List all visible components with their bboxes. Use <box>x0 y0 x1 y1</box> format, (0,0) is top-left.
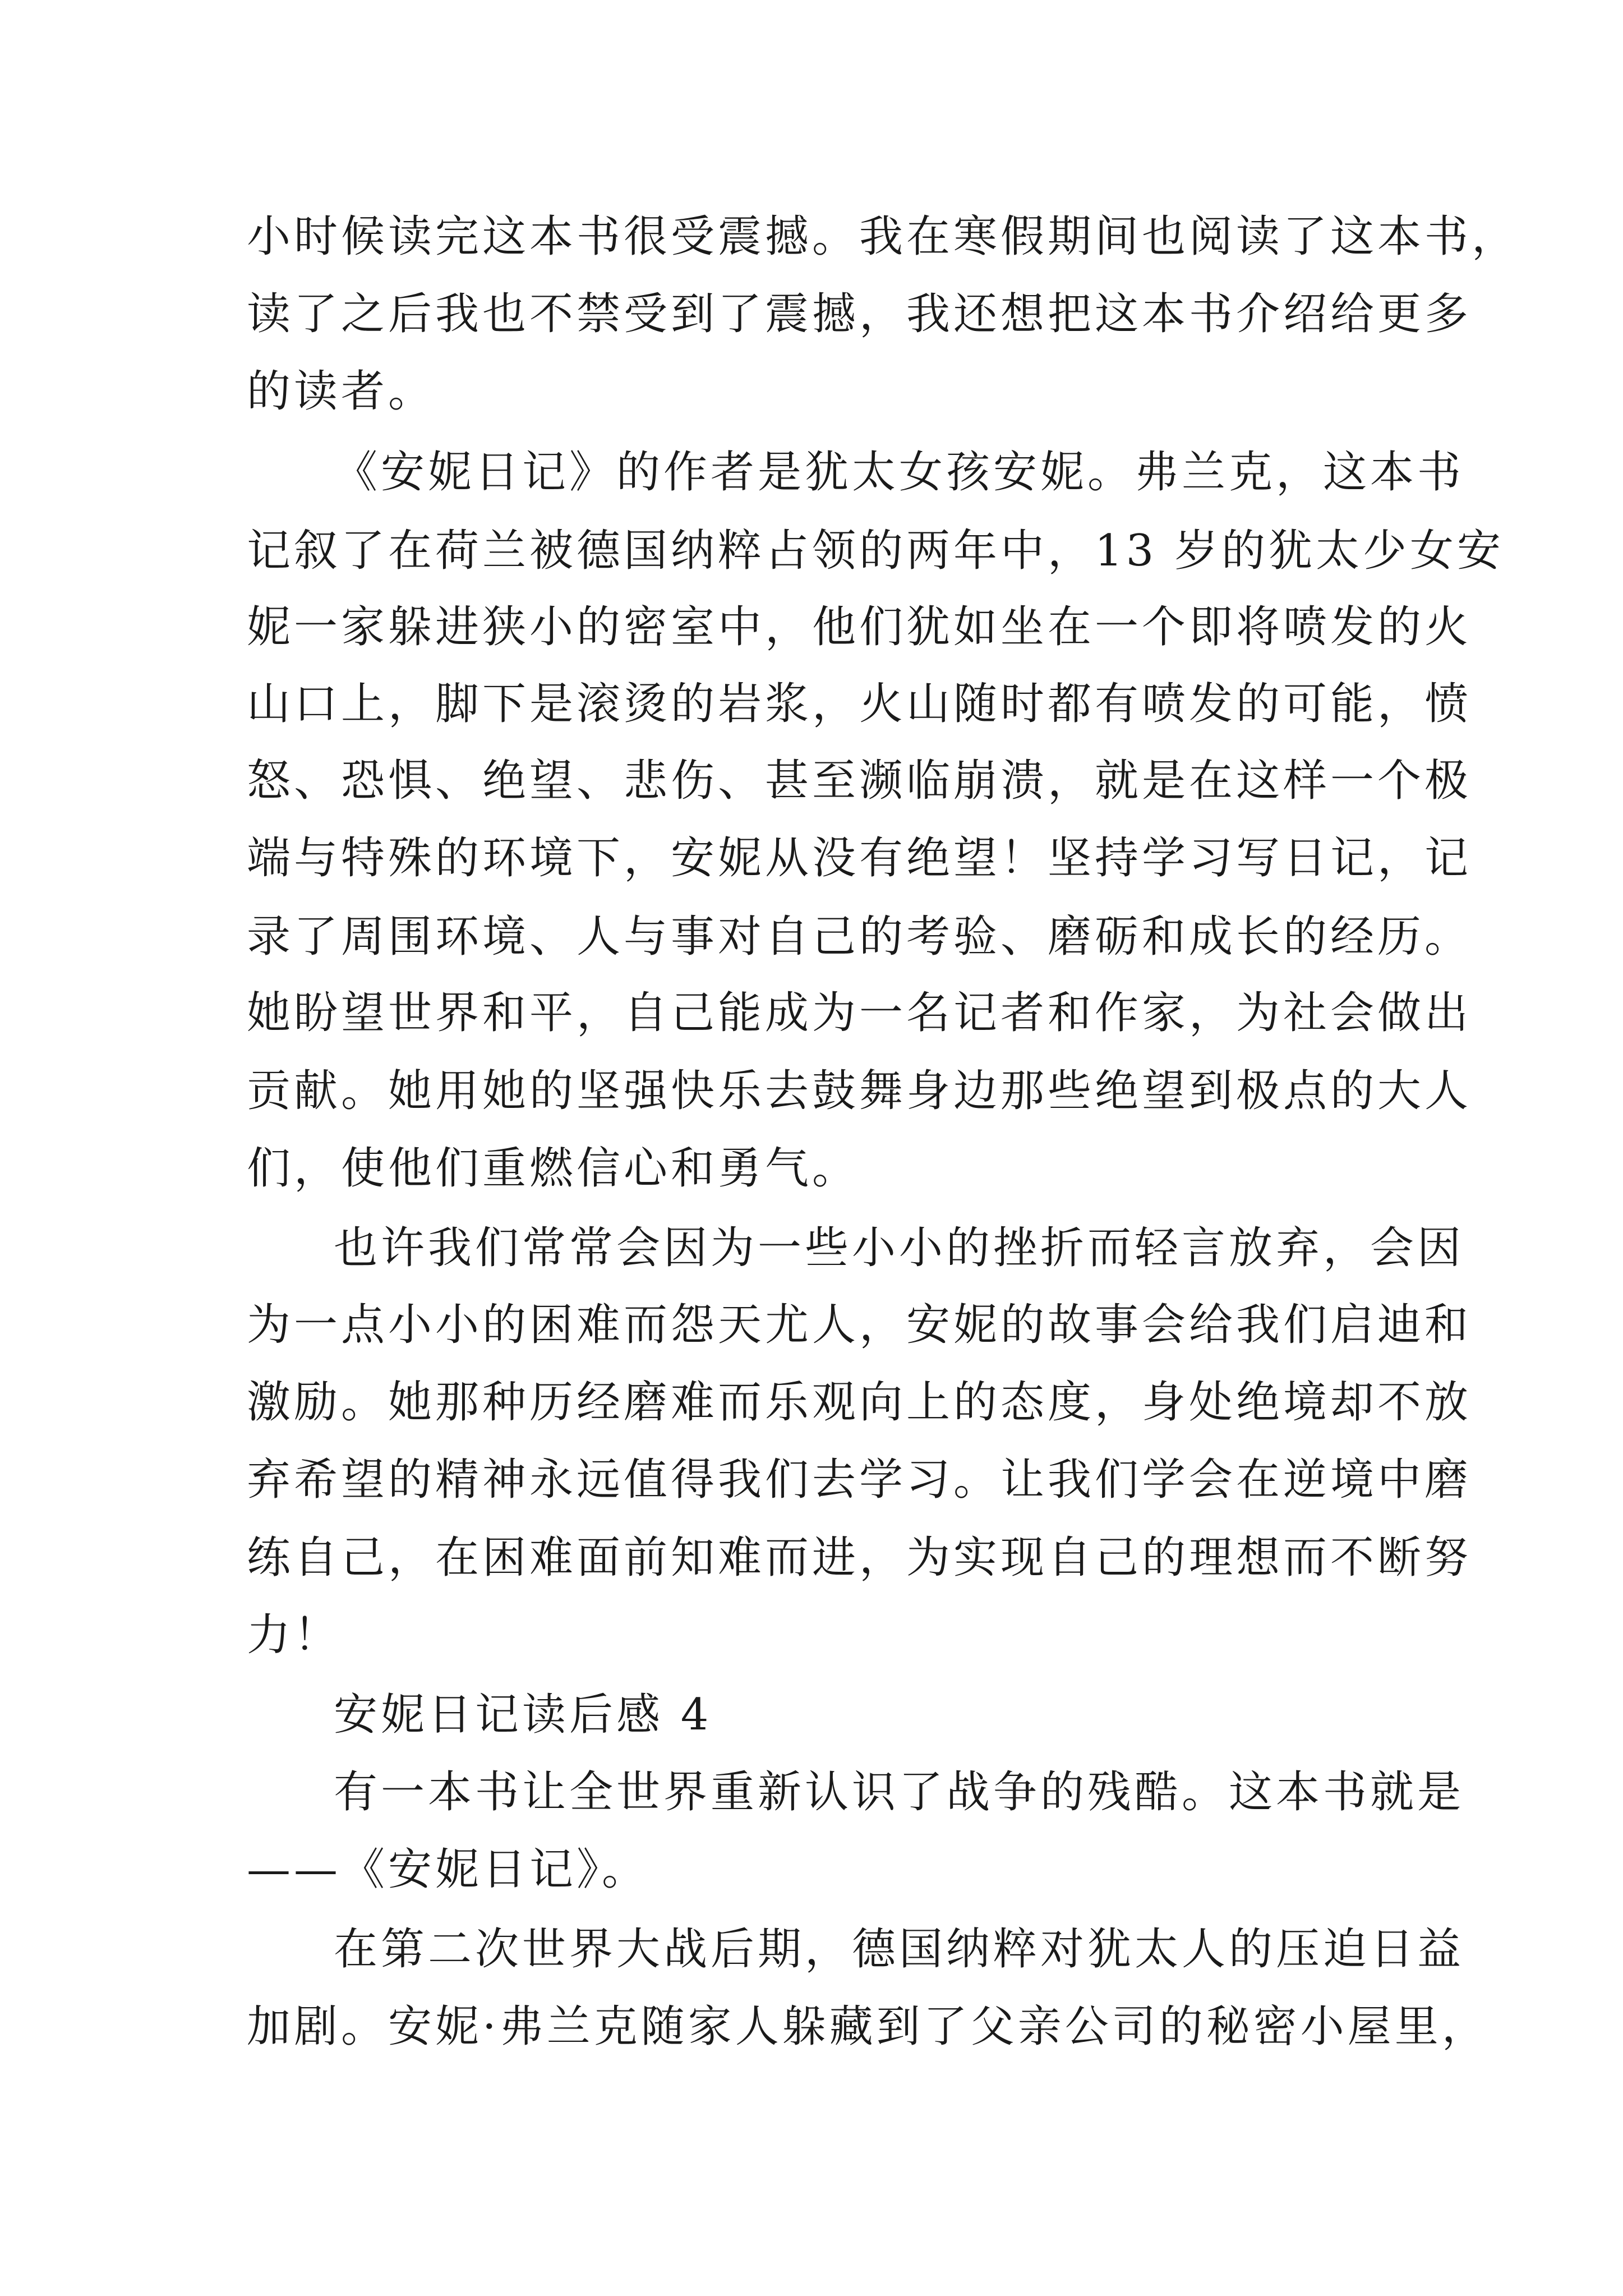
section-heading: 安妮日记读后感 4 <box>334 1690 712 1740</box>
text-line: 激励。她那种历经磨难而乐观向上的态度，身处绝境却不放 <box>247 1377 1472 1428</box>
paragraph-first-line: 有一本书让全世界重新认识了战争的残酷。这本书就是 <box>334 1767 1465 1818</box>
text-line: 记叙了在荷兰被德国纳粹占领的两年中，13 岁的犹太少女安 <box>247 526 1505 576</box>
text-line: ——《安妮日记》。 <box>247 1844 649 1895</box>
text-line: 读了之后我也不禁受到了震撼，我还想把这本书介绍给更多 <box>247 289 1472 339</box>
text-line: 端与特殊的环境下，安妮从没有绝望！坚持学习写日记，记 <box>247 833 1472 884</box>
text-line: 贡献。她用她的坚强快乐去鼓舞身边那些绝望到极点的大人 <box>247 1066 1472 1116</box>
text-line: 练自己，在困难面前知难而进，为实现自己的理想而不断努 <box>247 1533 1472 1583</box>
text-line: 力！ <box>247 1610 342 1660</box>
text-line: 妮一家躲进狭小的密室中，他们犹如坐在一个即将喷发的火 <box>247 602 1472 652</box>
paragraph-first-line: 在第二次世界大战后期，德国纳粹对犹太人的压迫日益 <box>334 1924 1465 1975</box>
text-line: 们，使他们重燃信心和勇气。 <box>247 1143 860 1194</box>
text-line: 加剧。安妮·弗兰克随家人躲藏到了父亲公司的秘密小屋里， <box>247 2001 1489 2052</box>
text-line: 怒、恐惧、绝望、悲伤、甚至濒临崩溃，就是在这样一个极 <box>247 756 1472 806</box>
paragraph-first-line: 《安妮日记》的作者是犹太女孩安妮。弗兰克，这本书 <box>334 447 1465 498</box>
text-line: 录了周围环境、人与事对自己的考验、磨砺和成长的经历。 <box>247 912 1472 962</box>
text-line: 弃希望的精神永远值得我们去学习。让我们学会在逆境中磨 <box>247 1455 1472 1505</box>
text-line: 山口上，脚下是滚烫的岩浆，火山随时都有喷发的可能，愤 <box>247 679 1472 729</box>
text-line: 的读者。 <box>247 366 436 417</box>
text-line: 小时候读完这本书很受震撼。我在寒假期间也阅读了这本书， <box>247 211 1519 262</box>
text-line: 为一点小小的困难而怨天尤人，安妮的故事会给我们启迪和 <box>247 1300 1472 1350</box>
text-line: 她盼望世界和平，自己能成为一名记者和作家，为社会做出 <box>247 988 1472 1038</box>
paragraph-first-line: 也许我们常常会因为一些小小的挫折而轻言放弃，会因 <box>334 1223 1465 1273</box>
